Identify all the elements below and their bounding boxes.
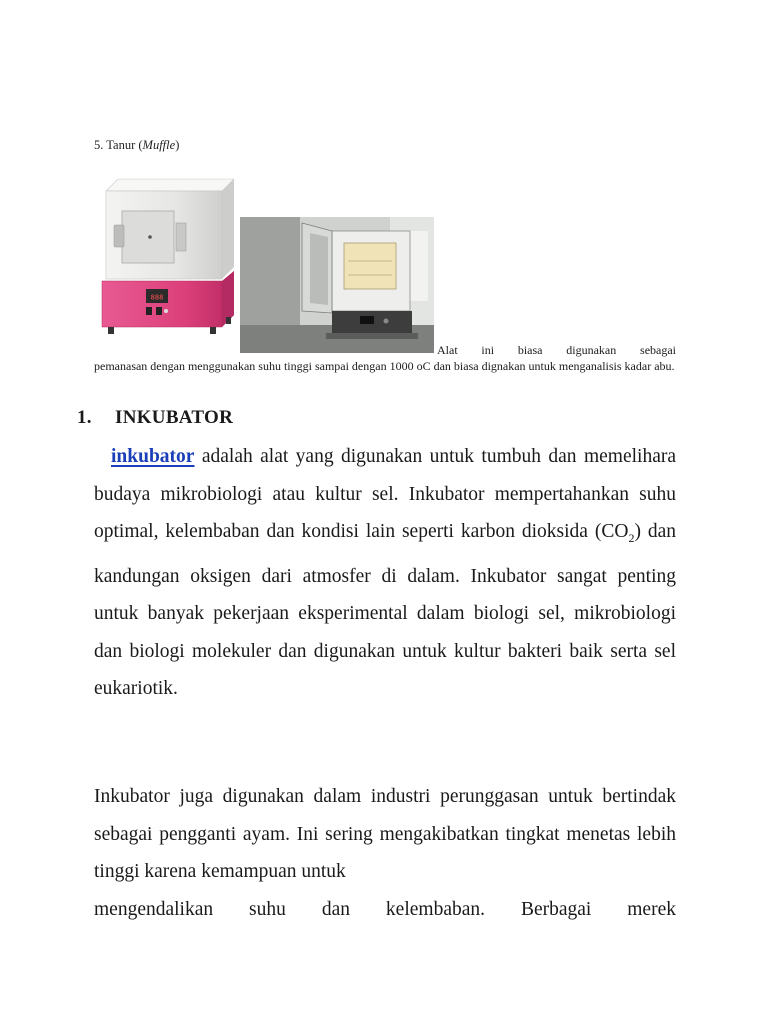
item-heading: [94, 138, 179, 153]
item-italic-term: Muffle: [142, 138, 176, 152]
section-title-text: INKUBATOR: [115, 407, 234, 428]
co2-subscript: 2: [628, 531, 635, 546]
section-number: 1.: [77, 407, 92, 428]
paragraph-inkubator-poultry: [94, 778, 676, 928]
furnace-room-photo: [240, 217, 434, 353]
caption-continuation: pemanasan dengan menggunakan suhu tinggi sampai dengan 1000 oC dan biasa dignakan untuk menganalisis kadar abu.: [94, 359, 675, 373]
paragraph1-text-b: ) dan kandungan oksigen dari atmosfer di dalam. Inkubator sangat penting untuk banyak pekerjaan eksperimental dalam biologi sel, mikrobiologi dan biologi molekuler dan digunakan untuk kultur bakteri baik serta sel eukariotik.: [94, 521, 676, 700]
muffle-furnace-image: [96, 177, 239, 340]
paragraph1-text-a: adalah alat yang digunakan untuk tumbuh dan memelihara budaya mikrobiologi atau kultur sel. Inkubator mempertahankan suhu optimal, kelembaban dan kondisi lain seperti karbon dioksida (CO: [94, 446, 676, 543]
item-close: ): [175, 138, 180, 152]
item-label: 5. Tanur (: [94, 138, 143, 152]
paragraph2-text: Inkubator juga digunakan dalam industri perunggasan untuk bertindak sebagai pengganti ayam. Ini sering mengakibatkan tingkat menetas lebih tinggi karena kemampuan untuk: [94, 786, 676, 883]
controller-display-reading: 888: [150, 293, 164, 302]
section-heading: [77, 407, 233, 429]
paragraph2-last-line: mengendalikan suhu dan kelembaban. Berbagai merek: [94, 898, 676, 920]
caption-first-line: Alat ini biasa digunakan sebagai: [437, 343, 676, 357]
paragraph-inkubator-definition: [94, 438, 676, 708]
inkubator-link[interactable]: inkubator: [111, 446, 195, 467]
